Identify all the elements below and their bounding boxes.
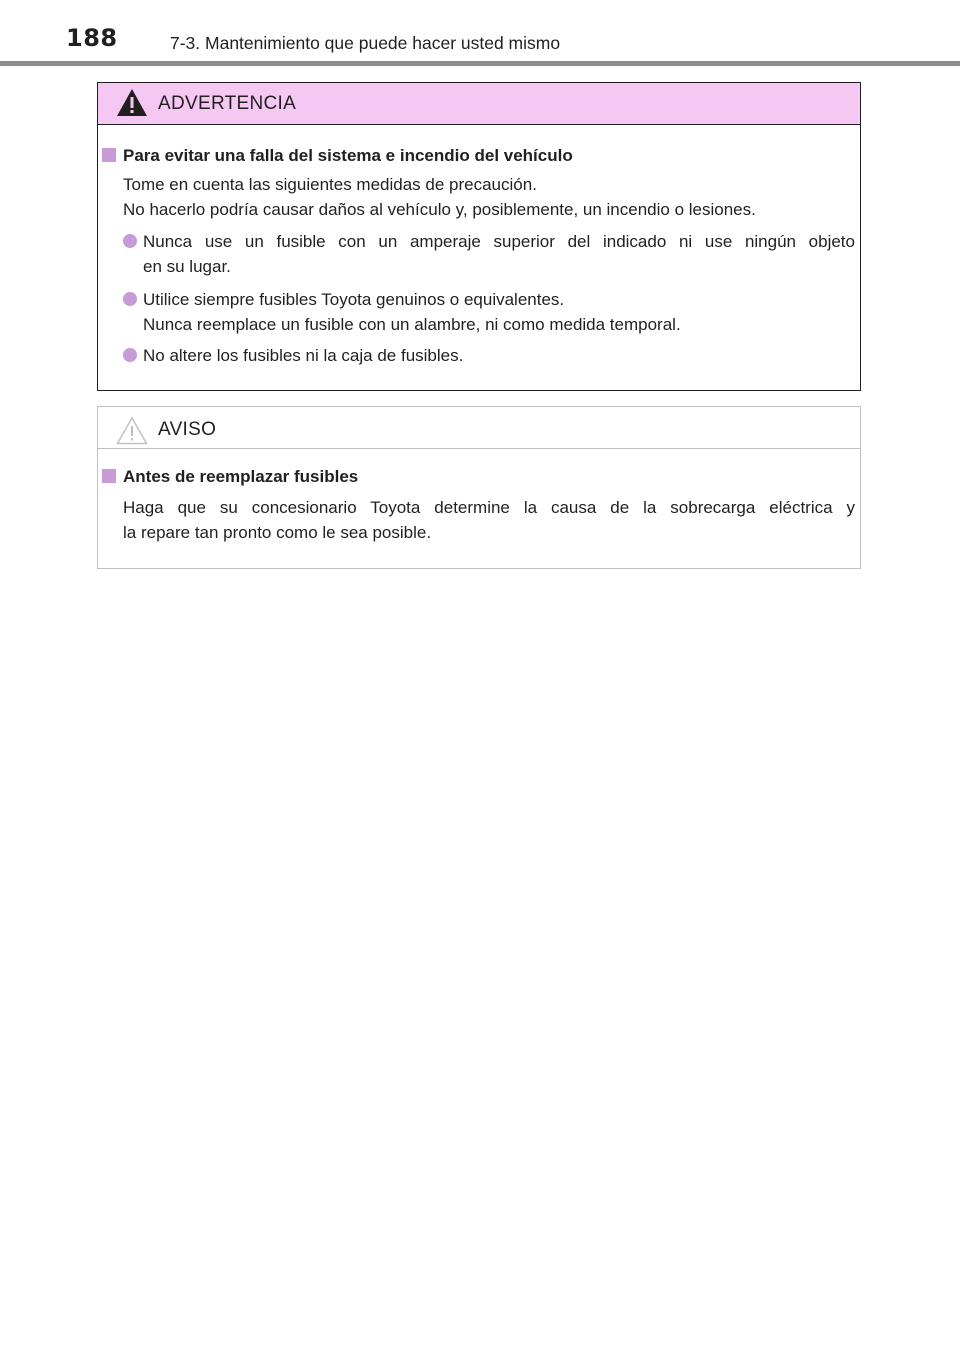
warning-heading: Para evitar una falla del sistema e incendio del vehículo	[102, 145, 573, 167]
notice-title: AVISO	[158, 419, 217, 440]
warning-bullet: Utilice siempre fusibles Toyota genuinos o equivalentes. Nunca reemplace un fusible con un alambre, ni como medida temporal.	[123, 287, 855, 337]
notice-text: Haga que su concesionario Toyota determine la causa de la sobrecarga eléctrica y la repare tan pronto como le sea posible.	[123, 498, 855, 542]
round-bullet-icon	[123, 234, 137, 248]
square-bullet-icon	[102, 148, 116, 162]
warning-title: ADVERTENCIA	[158, 93, 297, 114]
page-number: 188	[66, 24, 118, 52]
warning-box	[97, 82, 861, 391]
page-header	[0, 0, 960, 66]
notice-box-header	[98, 407, 860, 449]
warning-intro: Tome en cuenta las siguientes medidas de precaución. No hacerlo podría causar daños al vehículo y, posiblemente, un incendio o lesiones.	[123, 175, 756, 219]
notice-box	[97, 406, 861, 569]
warning-bullet: Nunca use un fusible con un amperaje superior del indicado ni use ningún objeto en su lugar.	[123, 229, 855, 279]
notice-heading: Antes de reemplazar fusibles	[102, 466, 358, 488]
round-bullet-icon	[123, 348, 137, 362]
section-title: 7-3. Mantenimiento que puede hacer usted mismo	[170, 33, 561, 53]
round-bullet-icon	[123, 292, 137, 306]
warning-bullet: No altere los fusibles ni la caja de fusibles.	[123, 343, 855, 368]
header-rule	[0, 61, 960, 66]
warning-triangle-icon	[116, 88, 148, 117]
warning-box-header	[98, 83, 860, 125]
square-bullet-icon	[102, 469, 116, 483]
caution-triangle-outline-icon	[116, 416, 148, 445]
